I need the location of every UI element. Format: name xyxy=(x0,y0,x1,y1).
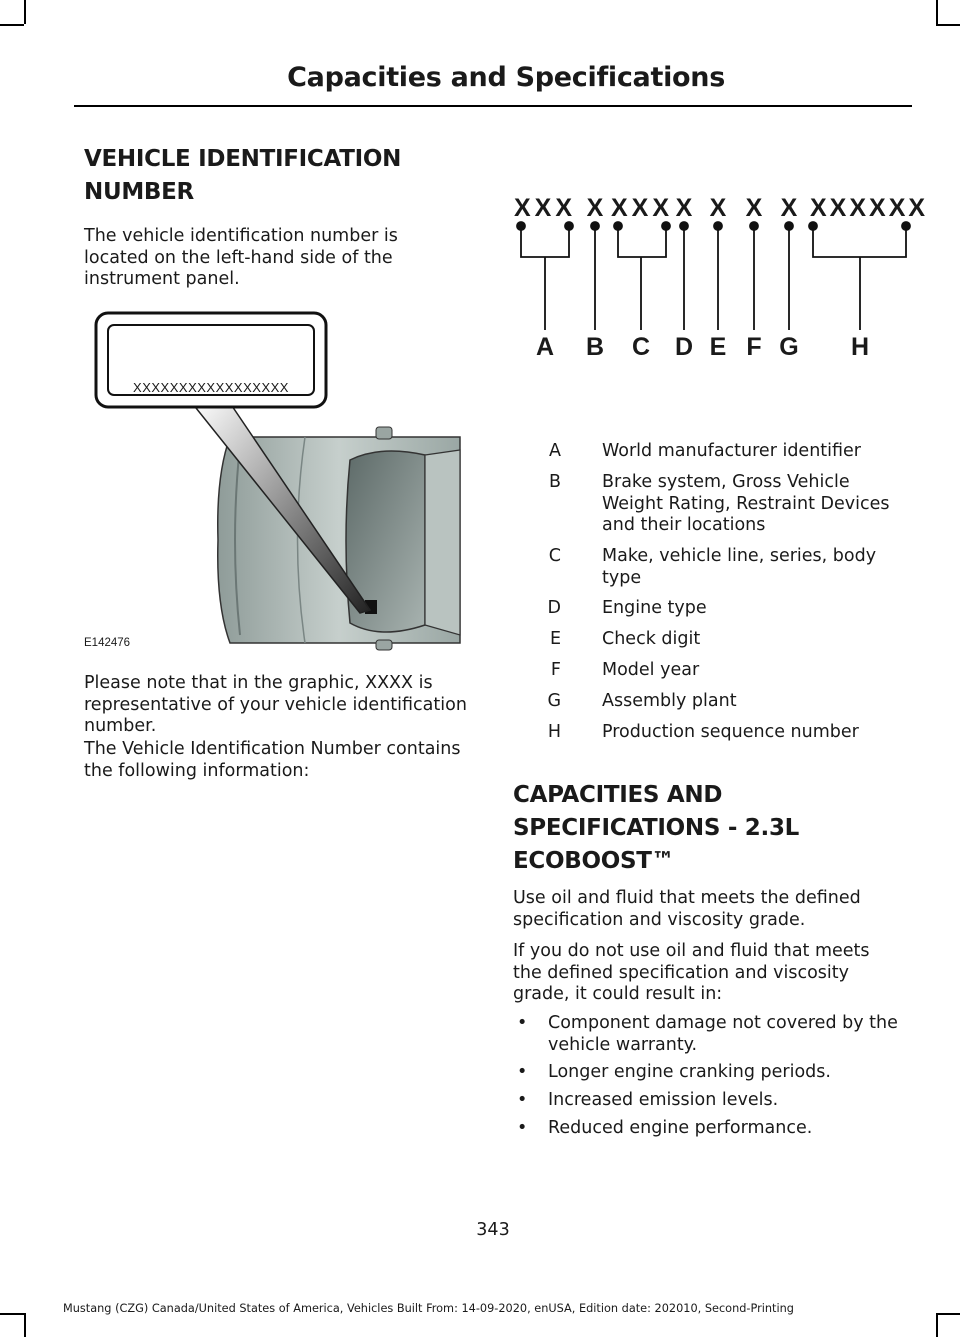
bullet-icon: • xyxy=(517,1062,528,1082)
crop-mark-bottom-right xyxy=(936,1313,960,1315)
bullet-text: Reduced engine performance. xyxy=(548,1118,813,1138)
bullet-text: Longer engine cranking periods. xyxy=(548,1062,831,1082)
capacities-title-line1: CAPACITIES AND xyxy=(513,782,723,808)
vin-letter-g: G xyxy=(779,333,799,361)
vin-title-line1: VEHICLE IDENTIFICATION xyxy=(84,146,402,172)
legend-key: D xyxy=(547,598,561,618)
vin-plate-text: XXXXXXXXXXXXXXXXX xyxy=(133,380,289,395)
legend-key: A xyxy=(549,441,561,461)
bullet-text: Component damage not covered by the vehicle warranty. xyxy=(548,1013,898,1055)
vin-letter-h: H xyxy=(850,333,870,361)
header-rule xyxy=(74,105,912,107)
vin-group-a: XXX xyxy=(513,194,577,222)
legend-key: C xyxy=(548,546,561,566)
vin-note: Please note that in the graphic, XXXX is representative of your vehicle identification number. xyxy=(84,673,467,736)
vin-letter-f: F xyxy=(746,333,762,361)
vin-letter-e: E xyxy=(709,333,727,361)
legend-text: Assembly plant xyxy=(602,691,737,711)
crop-mark-top-right xyxy=(936,24,960,26)
capacities-title-line3: ECOBOOST™ xyxy=(513,848,675,874)
vin-diagram xyxy=(510,190,929,370)
legend-text: Model year xyxy=(602,660,700,680)
capacities-p2: If you do not use oil and fluid that meets the defined specification and viscosity grade, it could result in: xyxy=(513,941,870,1004)
vin-group-b: X xyxy=(586,194,604,222)
crop-mark-bottom-left xyxy=(24,1313,26,1337)
figure-id: E142476 xyxy=(84,637,131,649)
vin-intro: The vehicle identification number is located on the left-hand side of the instrument panel. xyxy=(84,226,398,289)
vin-letter-a: A xyxy=(535,333,555,361)
car-mirror xyxy=(376,427,392,439)
page-footer: Mustang (CZG) Canada/United States of America, Vehicles Built From: 14-09-2020, enUSA, Edition date: 202010, Second-Printing xyxy=(63,1302,794,1315)
vin-group-e: X xyxy=(709,194,727,222)
bullet-icon: • xyxy=(517,1013,528,1033)
car-mirror xyxy=(376,640,392,650)
bullet-text: Increased emission levels. xyxy=(548,1090,779,1110)
legend-text: Make, vehicle line, series, body type xyxy=(602,546,877,588)
vehicle-vin-location-figure xyxy=(80,305,470,655)
legend-text: Production sequence number xyxy=(602,722,859,742)
legend-key: F xyxy=(550,660,561,680)
capacities-bullet-list xyxy=(513,1013,908,1143)
bullet-icon: • xyxy=(517,1118,528,1138)
page-number: 343 xyxy=(476,1220,510,1240)
vin-letter-d: D xyxy=(674,333,694,361)
crop-mark-bottom-right xyxy=(936,1313,938,1337)
vin-title-line2: NUMBER xyxy=(84,179,194,205)
vin-group-h: XXXXXX xyxy=(810,194,929,222)
crop-mark-top-left xyxy=(0,24,24,26)
page-header-title: Capacities and Specifications xyxy=(287,62,725,93)
bullet-icon: • xyxy=(517,1090,528,1110)
vin-group-c: XXX xyxy=(610,194,674,222)
legend-text: Check digit xyxy=(602,629,701,649)
legend-text: World manufacturer identifier xyxy=(602,441,861,461)
vin-group-d: X xyxy=(675,194,693,222)
crop-mark-top-left xyxy=(24,0,26,24)
vin-legend xyxy=(515,441,915,741)
legend-text: Engine type xyxy=(602,598,707,618)
vin-group-f: X xyxy=(745,194,763,222)
legend-key: H xyxy=(547,722,561,742)
crop-mark-top-right xyxy=(936,0,938,24)
vin-contains: The Vehicle Identification Number contains the following information: xyxy=(84,739,461,781)
vin-letter-b: B xyxy=(585,333,605,361)
capacities-title xyxy=(513,779,913,878)
capacities-p1: Use oil and fluid that meets the defined specification and viscosity grade. xyxy=(513,888,861,930)
legend-key: E xyxy=(549,629,561,649)
vin-letter-c: C xyxy=(631,333,651,361)
vin-group-g: X xyxy=(780,194,798,222)
crop-mark-bottom-left xyxy=(0,1313,24,1315)
legend-key: G xyxy=(547,691,561,711)
legend-key: B xyxy=(548,472,561,492)
legend-text: Brake system, Gross Vehicle Weight Rating, Restraint Devices and their locations xyxy=(602,472,890,535)
vin-title xyxy=(84,143,474,209)
car-roof xyxy=(425,450,460,635)
capacities-title-line2: SPECIFICATIONS - 2.3L xyxy=(513,815,800,841)
